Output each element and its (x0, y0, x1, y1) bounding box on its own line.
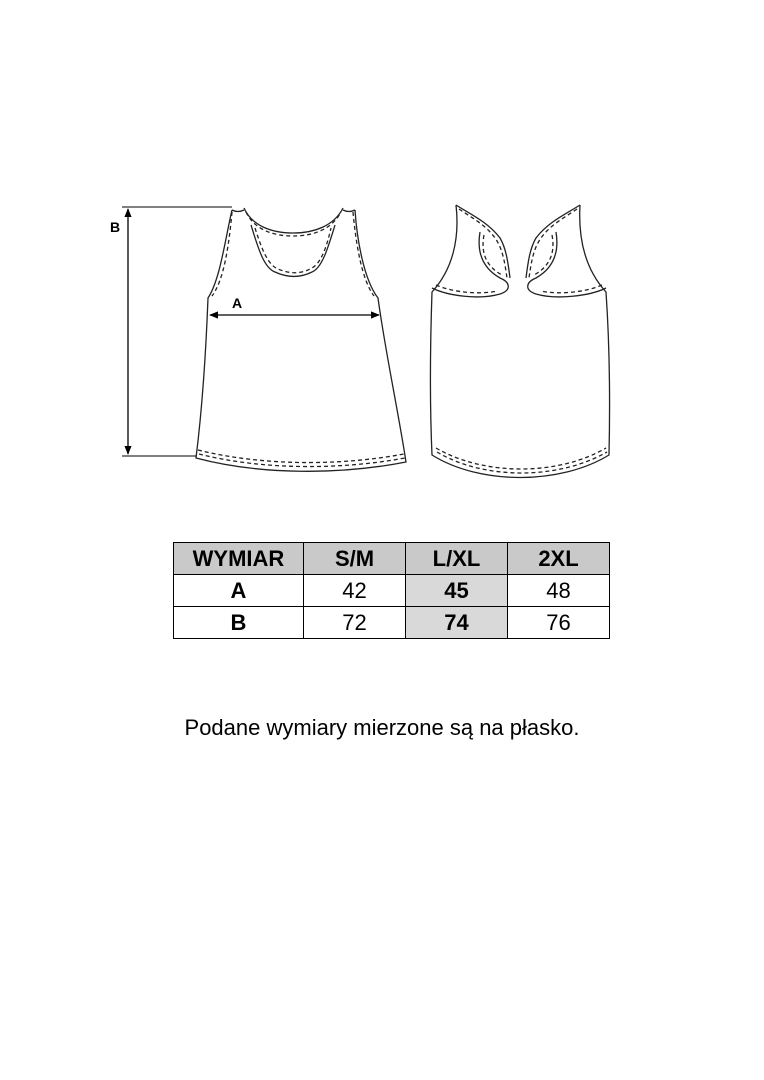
label-b: B (110, 219, 121, 235)
table-header-row (174, 543, 610, 575)
measurement-note: Podane wymiary mierzone są na płasko. (184, 715, 580, 740)
size-table (173, 542, 610, 639)
cell-a-2xl: 48 (508, 575, 610, 607)
row-label-b: B (174, 607, 304, 639)
cell-b-2xl: 76 (508, 607, 610, 639)
header-2xl: 2XL (508, 543, 610, 575)
dimension-a (210, 295, 379, 315)
cell-a-sm: 42 (304, 575, 406, 607)
header-lxl: L/XL (406, 543, 508, 575)
header-wymiar: WYMIAR (174, 543, 304, 575)
cell-a-lxl: 45 (406, 575, 508, 607)
header-sm: S/M (304, 543, 406, 575)
table-row (174, 607, 610, 639)
cell-b-sm: 72 (304, 607, 406, 639)
table-row (174, 575, 610, 607)
back-view (431, 205, 610, 478)
tank-top-diagram (0, 0, 764, 500)
front-view (196, 208, 406, 471)
label-a: A (232, 295, 243, 311)
row-label-a: A (174, 575, 304, 607)
dimension-b (110, 207, 232, 456)
cell-b-lxl: 74 (406, 607, 508, 639)
